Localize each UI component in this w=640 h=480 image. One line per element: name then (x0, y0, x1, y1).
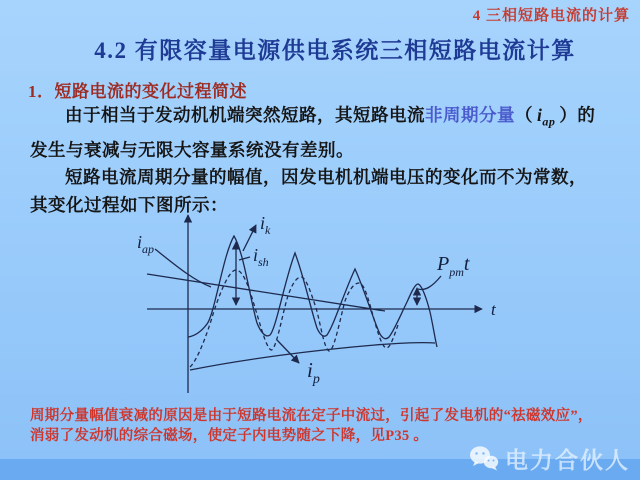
watermark (469, 442, 630, 475)
p1-seg1: 由于相当于发动机机端突然短路，其短路电流 (65, 105, 425, 125)
p1-line2: 发生与衰减与无限大容量系统没有差别。 (30, 139, 354, 160)
label-ish: $i_{sh}$ (253, 245, 269, 269)
chapter-header: 4 三相短路电流的计算 (472, 8, 630, 24)
label-ip: $i_p$ (307, 358, 320, 387)
footnote-line2: 消弱了发动机的综合磁场，使定子内电势随之下降，见P35 。 (30, 428, 429, 444)
watermark-text: 电力合伙人 (505, 447, 630, 473)
wechat-icon (469, 445, 499, 472)
paragraph-1 (30, 101, 630, 164)
ip-leader-arrow (277, 340, 299, 363)
p2-line1: 短路电流周期分量的幅值，因发电机机端电压的变化而不为常数， (65, 167, 587, 187)
p1-paren-open: （ (515, 105, 533, 125)
label-ppm-t: $P_{pm}t$ (437, 253, 470, 279)
periodic-component-curve (190, 270, 398, 367)
footnote-line1: 周期分量幅值衰减的原因是由于短路电流在定子中流过，引起了发电机的“祛磁效应”， (30, 408, 593, 424)
total-current-curve (188, 236, 437, 347)
ish-leader (239, 257, 250, 260)
p1-highlight: 非周期分量 (425, 105, 515, 125)
p1-formula: $i_{ap}$ (537, 105, 556, 129)
footnote (30, 406, 630, 446)
label-ik: $i_k$ (260, 213, 271, 237)
short-circuit-waveform-diagram (135, 203, 525, 405)
label-iap: $i_{ap}$ (137, 232, 155, 256)
page-title: 4.2 有限容量电源供电系统三相短路电流计算 (94, 38, 576, 63)
iap-leader (155, 249, 211, 287)
p1-paren-close: ）的 (559, 105, 596, 125)
section-heading: 1．短路电流的变化过程简述 (28, 82, 247, 101)
label-t-axis: t (491, 300, 496, 319)
p2-line2: 其变化过程如下图所示： (30, 195, 228, 215)
